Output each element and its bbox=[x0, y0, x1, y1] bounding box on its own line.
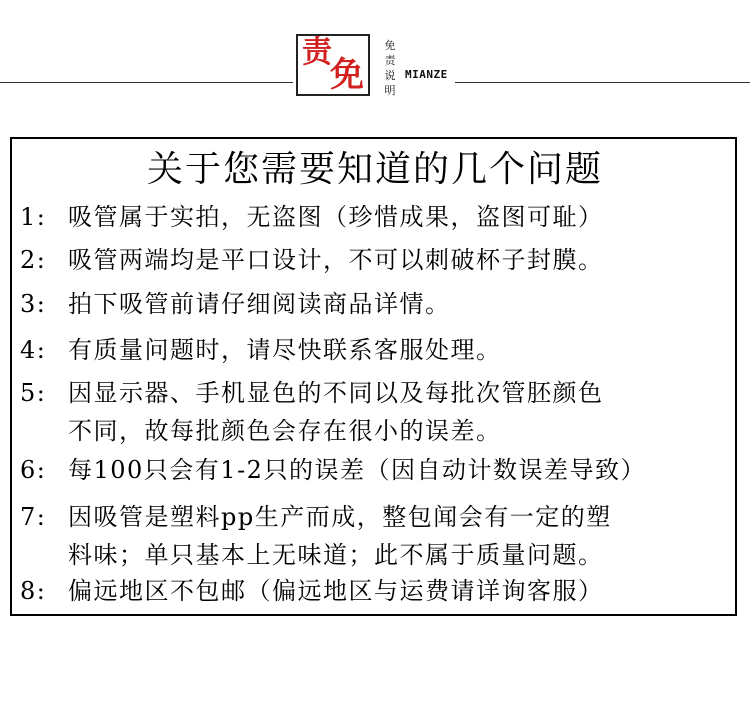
notice-item-7 bbox=[20, 500, 740, 569]
item-text: 因显示器、手机显色的不同以及每批次管胚颜色 bbox=[68, 379, 604, 407]
header-divider-right bbox=[455, 82, 750, 83]
vertical-char: 明 bbox=[384, 84, 396, 97]
item-number: 1: bbox=[20, 203, 47, 231]
notice-item-1 bbox=[20, 200, 740, 234]
item-text: 吸管两端均是平口设计，不可以刺破杯子封膜。 bbox=[68, 246, 604, 274]
item-number: 6: bbox=[20, 456, 47, 484]
item-number: 7: bbox=[20, 503, 47, 531]
item-text: 每100只会有1-2只的误差（因自动计数误差导致） bbox=[68, 456, 646, 484]
item-number: 8: bbox=[20, 577, 47, 605]
item-text: 偏远地区不包邮（偏远地区与运费请详询客服） bbox=[68, 577, 604, 605]
item-text: 有质量问题时，请尽快联系客服处理。 bbox=[68, 336, 502, 364]
header-english-label: MIANZE bbox=[405, 68, 448, 81]
notice-item-6 bbox=[20, 453, 740, 487]
notice-item-5 bbox=[20, 376, 740, 445]
notice-item-4 bbox=[20, 333, 740, 367]
item-number: 2: bbox=[20, 246, 47, 274]
item-text-continued: 不同，故每批颜色会存在很小的误差。 bbox=[68, 417, 502, 445]
header-vertical-text bbox=[383, 38, 397, 98]
vertical-char: 责 bbox=[384, 54, 396, 67]
item-number: 3: bbox=[20, 290, 47, 318]
item-number: 5: bbox=[20, 379, 47, 407]
notice-item-8 bbox=[20, 574, 740, 608]
logo-char-2: 免 bbox=[330, 55, 364, 95]
vertical-char: 说 bbox=[384, 69, 396, 82]
notice-item-3 bbox=[20, 287, 740, 321]
item-text: 因吸管是塑料pp生产而成，整包闻会有一定的塑 bbox=[68, 503, 612, 531]
item-text: 吸管属于实拍，无盗图（珍惜成果，盗图可耻） bbox=[68, 203, 604, 231]
notice-item-2 bbox=[20, 243, 740, 277]
item-text: 拍下吸管前请仔细阅读商品详情。 bbox=[68, 290, 451, 318]
logo-char-1: 责 bbox=[302, 35, 332, 70]
vertical-char: 免 bbox=[384, 39, 396, 52]
header-divider-left bbox=[0, 82, 293, 83]
notice-title: 关于您需要知道的几个问题 bbox=[146, 149, 603, 190]
item-number: 4: bbox=[20, 336, 47, 364]
item-text-continued: 料味；单只基本上无味道；此不属于质量问题。 bbox=[68, 541, 604, 569]
disclaimer-logo bbox=[296, 34, 370, 96]
